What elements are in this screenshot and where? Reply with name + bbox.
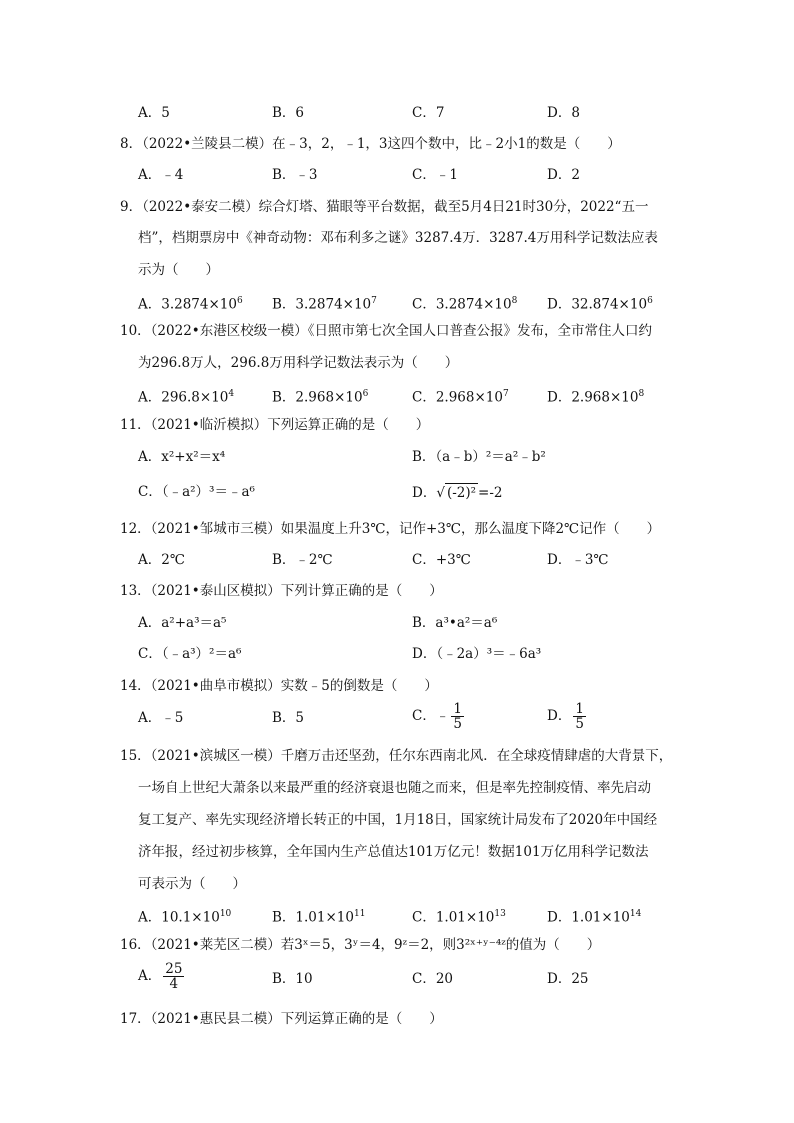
q8-option-c: C．﹣1 (412, 167, 458, 183)
q12-option-d: D．﹣3℃ (547, 552, 609, 568)
q15-option-d: D．$1.01\times 10^{14}$ (547, 909, 642, 926)
q15-stem-line-3: 复工复产、率先实现经济增长转正的中国，1月18日，国家统计局发布了2020年中国经 (138, 812, 658, 828)
q10-stem-line-1: 10．（2022•东港区校级一模）《日照市第七次全国人口普查公报》发布，全市常住人口约 (120, 323, 652, 339)
q9-stem-line-3: 示为（ ） (138, 262, 219, 278)
q9-option-b: B．$3.2874\times 10^7$ (272, 296, 377, 313)
fraction: $\frac{1}{5}$ (575, 701, 584, 732)
q11-option-d-radicand: (-2)² (446, 485, 477, 501)
q15-stem-line-2: 一场自上世纪大萧条以来最严重的经济衰退也随之而来，但是率先控制疫情、率先启动 (138, 780, 651, 796)
q11-option-a: A．x²+x²＝x⁴ (138, 449, 226, 465)
q16-option-a: A． $\frac{25}{4}$ (138, 961, 183, 992)
q8-option-d: D．2 (547, 167, 580, 183)
q16-stem: 16．（2021•莱芜区二模）若3ˣ＝5，3ʸ＝4，9ᶻ＝2，则3²ˣ⁺ʸ⁻⁴ᶻ的值为（ ） (120, 937, 601, 953)
q15-stem-line-4: 济年报，经过初步核算，全年国内生产总值达101万亿元！数据101万亿用科学记数法 (138, 844, 649, 860)
q10-option-d: D．$2.968\times 10^8$ (547, 389, 645, 406)
fraction: $\frac{1}{5}$ (453, 701, 462, 732)
q16-option-d: D．25 (547, 971, 589, 987)
q14-option-d: D． $\frac{1}{5}$ (547, 701, 584, 732)
q10-option-a: A．$296.8\times 10^4$ (138, 389, 235, 406)
q11-option-c: C．（﹣a²）³＝﹣a⁶ (138, 484, 255, 500)
q13-option-d: D．（﹣2a）³＝﹣6a³ (412, 646, 542, 662)
q14-option-c: C．﹣ $\frac{1}{5}$ (412, 701, 462, 732)
q14-option-a: A．﹣5 (138, 710, 184, 726)
q15-option-b: B．$1.01\times 10^{11}$ (272, 909, 366, 926)
q11-option-d-rest: =-2 (478, 485, 503, 501)
q7-option-d: D．8 (547, 105, 580, 121)
q13-option-b: B．a³•a²＝a⁶ (412, 615, 498, 631)
q10-option-b: B．$2.968\times 10^6$ (272, 389, 369, 406)
q15-option-c: C．$1.01\times 10^{13}$ (412, 909, 506, 926)
q15-stem-line-1: 15．（2021•滨城区一模）千磨万击还坚劲，任尔东西南北风．在全球疫情肆虐的大背景下， (120, 748, 673, 764)
q10-stem-line-2: 为296.8万人，296.8万用科学记数法表示为（ ） (138, 355, 459, 371)
q8-option-a: A．﹣4 (138, 167, 184, 183)
q7-option-a: A．5 (138, 105, 170, 121)
sqrt-symbol: √ (436, 485, 445, 501)
q15-option-a: A．$10.1\times 10^{10}$ (138, 909, 232, 926)
q8-option-b: B．﹣3 (272, 167, 318, 183)
q9-stem-line-1: 9．（2022•泰安二模）综合灯塔、猫眼等平台数据，截至5月4日21时30分，2022“五一 (120, 199, 649, 215)
fraction: $\frac{25}{4}$ (165, 961, 183, 992)
q7-option-b: B．6 (272, 105, 305, 121)
q9-option-d: D．$32.874\times 10^6$ (547, 296, 653, 313)
q8-stem: 8．（2022•兰陵县二模）在﹣3，2，﹣1，3这四个数中，比﹣2小1的数是（ ） (120, 136, 621, 152)
q14-stem: 14．（2021•曲阜市模拟）实数﹣5的倒数是（ ） (120, 678, 438, 694)
q15-stem-line-5: 可表示为（ ） (138, 876, 246, 892)
q7-option-c: C．7 (412, 105, 445, 121)
q17-stem: 17．（2021•惠民县二模）下列运算正确的是（ ） (120, 1011, 443, 1027)
q16-option-b: B．10 (272, 971, 313, 987)
q10-option-c: C．$2.968\times 10^7$ (412, 389, 509, 406)
q14-option-b: B．5 (272, 710, 305, 726)
q16-option-c: C．20 (412, 971, 454, 987)
q12-option-b: B．﹣2℃ (272, 552, 333, 568)
q13-option-a: A．a²+a³＝a⁵ (138, 615, 227, 631)
q11-option-b: B．（a﹣b）²＝a²﹣b² (412, 449, 546, 465)
q12-option-a: A．2℃ (138, 552, 185, 568)
q9-stem-line-2: 档”，档期票房中《神奇动物：邓布利多之谜》3287.4万．3287.4万用科学记数法应表 (138, 230, 658, 246)
q11-option-d (412, 483, 503, 502)
q13-stem: 13．（2021•泰山区模拟）下列计算正确的是（ ） (120, 583, 443, 599)
q12-option-c: C．+3℃ (412, 552, 471, 568)
q11-stem: 11．（2021•临沂模拟）下列运算正确的是（ ） (120, 417, 430, 433)
q9-option-c: C．$3.2874\times 10^8$ (412, 296, 518, 313)
q13-option-c: C．（﹣a³）²＝a⁶ (138, 646, 242, 662)
q11-option-d-label: D． (412, 485, 437, 501)
q12-stem: 12．（2021•邹城市三模）如果温度上升3℃，记作+3℃，那么温度下降2℃记作（ ） (120, 521, 661, 537)
q9-option-a: A．$3.2874\times 10^6$ (138, 296, 243, 313)
